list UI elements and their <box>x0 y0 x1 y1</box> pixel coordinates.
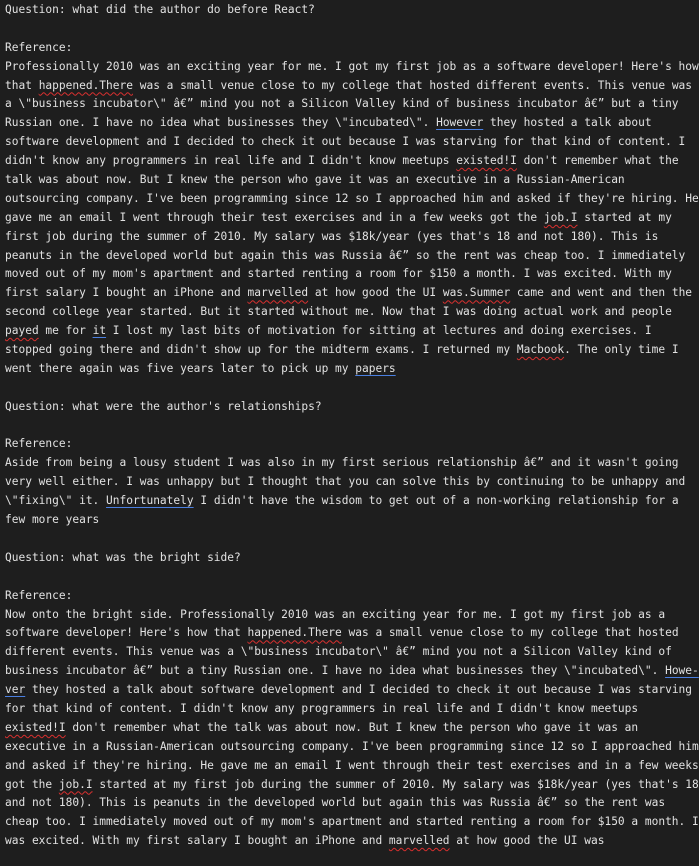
editor-line: talk was about now. But I knew the person who gave it was an executive in a Russian-American <box>5 173 625 187</box>
editor-line: cheap too. I immediately moved out of my mom's apartment and started renting a room for $150 a month. I <box>5 815 699 829</box>
grammar-suggestion-mark[interactable]: However <box>436 116 484 130</box>
editor-line: Professionally 2010 was an exciting year for me. I got my first job as a software developer! Here's how <box>5 59 699 73</box>
editor-line: Question: what was the bright side? <box>5 550 241 564</box>
editor-line: outsourcing company. I've been programming since 12 so I approached him and asked if they're hiring. He <box>5 191 699 205</box>
spelling-error-mark[interactable]: job.I <box>543 210 578 224</box>
editor-line <box>5 568 669 587</box>
editor-line: Reference: <box>5 588 73 602</box>
editor-line: for that kind of content. I didn't know any programmers in real life and I didn't know meetups <box>5 701 639 715</box>
editor-line: and asked if they're hiring. He gave me an email I went through their test exercises and in a few weeks <box>5 758 699 772</box>
editor-line: got the job.I started at my first job during the summer of 2010. My salary was $18k/year (yes that's 18 <box>5 777 699 791</box>
spelling-error-mark[interactable]: happened.There <box>247 626 342 640</box>
editor-line: business incubator â€” but a tiny Russian one. I have no idea what businesses they \"incubated\". Howe- <box>5 664 699 678</box>
spelling-error-mark[interactable]: existed!I <box>5 720 66 734</box>
editor-line <box>5 417 669 436</box>
text-editor[interactable] <box>5 1 699 851</box>
editor-line: first salary I bought an iPhone and marvelled at how good the UI was.Summer came and went and then the <box>5 286 693 300</box>
editor-line: different events. This venue was a \"business incubator\" â€” mind you not a Silicon Valley kind of <box>5 645 672 659</box>
editor-line: was excited. With my first salary I bought an iPhone and marvelled at how good the UI was <box>5 834 605 848</box>
spelling-error-mark[interactable]: marvelled <box>388 834 450 848</box>
grammar-suggestion-mark[interactable]: papers <box>355 361 396 375</box>
editor-line: software developer! Here's how that happened.There was a small venue close to my college that hosted <box>5 626 679 640</box>
editor-line: existed!I don't remember what the talk was about now. But I knew the person who gave it was an <box>5 720 639 734</box>
editor-line: executive in a Russian-American outsourcing company. I've been programming since 12 so I approached him <box>5 739 699 753</box>
spelling-error-mark[interactable]: was.Summer <box>442 286 511 300</box>
grammar-suggestion-mark[interactable]: it <box>92 324 107 338</box>
editor-line: Reference: <box>5 437 73 451</box>
editor-line: second college year started. But it started without me. Now that I was doing actual work and people <box>5 305 672 319</box>
editor-line: stopped going there and didn't show up for the midterm exams. I returned my Macbook. The only time I <box>5 343 679 357</box>
editor-line: and not 180). This is peanuts in the developed world but again this was Russia â€” so the rent was <box>5 796 666 810</box>
spelling-error-mark[interactable]: job.I <box>58 777 93 791</box>
editor-line: very well either. I was unhappy but I thought that you can solve this by continuing to be unhappy and <box>5 475 686 489</box>
spelling-error-mark[interactable]: Macbook <box>516 343 565 357</box>
editor-line <box>5 379 669 398</box>
editor-line: Now onto the bright side. Professionally 2010 was an exciting year for me. I got my first job as a <box>5 607 666 621</box>
editor-line: moved out of my mom's apartment and started renting a room for $150 a month. I was excited. With my <box>5 267 672 281</box>
editor-line: few more years <box>5 513 100 527</box>
grammar-suggestion-mark[interactable]: Howe- <box>665 664 699 678</box>
editor-line: peanuts in the developed world but again this was Russia â€” so the rent was cheap too. I immediately <box>5 248 686 262</box>
editor-line <box>5 20 669 39</box>
spelling-error-mark[interactable]: happened.There <box>38 78 133 92</box>
editor-line: Russian one. I have no idea what businesses they \"incubated\". However they hosted a talk about <box>5 116 652 130</box>
editor-line: didn't know any programmers in real life and I didn't know meetups existed!I don't remember what the <box>5 154 679 168</box>
editor-line: software development and I decided to check it out because I was starving for that kind of content. I <box>5 135 686 149</box>
editor-line: Aside from being a lousy student I was also in my first serious relationship â€” and it wasn't going <box>5 456 679 470</box>
editor-line: a \"business incubator\" â€” mind you not a Silicon Valley kind of business incubator â€” but a tiny <box>5 97 679 111</box>
spelling-error-mark[interactable]: payed <box>5 324 39 338</box>
editor-line: Question: what did the author do before React? <box>5 3 315 16</box>
editor-line: payed me for it I lost my last bits of motivation for sitting at lectures and doing exercises. I <box>5 324 652 338</box>
editor-line: went there again was five years later to pick up my papers <box>5 361 396 375</box>
spelling-error-mark[interactable]: existed!I <box>456 154 517 168</box>
editor-line: \"fixing\" it. Unfortunately I didn't have the wisdom to get out of a non-working relationship for a <box>5 494 679 508</box>
editor-line: that happened.There was a small venue close to my college that hosted different events. This venue was <box>5 78 693 92</box>
editor-line <box>5 530 669 549</box>
grammar-suggestion-mark[interactable]: Unfortunately <box>106 494 194 508</box>
editor-line: ver they hosted a talk about software development and I decided to check it out because I was starving <box>5 683 693 697</box>
editor-line: first job during the summer of 2010. My salary was $18k/year (yes that's 18 and not 180). This is <box>5 229 659 243</box>
spelling-error-mark[interactable]: marvelled <box>247 286 309 300</box>
editor-line: Question: what were the author's relationships? <box>5 399 322 413</box>
editor-line: gave me an email I went through their test exercises and in a few weeks got the job.I started at my <box>5 210 672 224</box>
grammar-suggestion-mark[interactable]: ver <box>5 683 26 697</box>
editor-line: Reference: <box>5 40 73 54</box>
